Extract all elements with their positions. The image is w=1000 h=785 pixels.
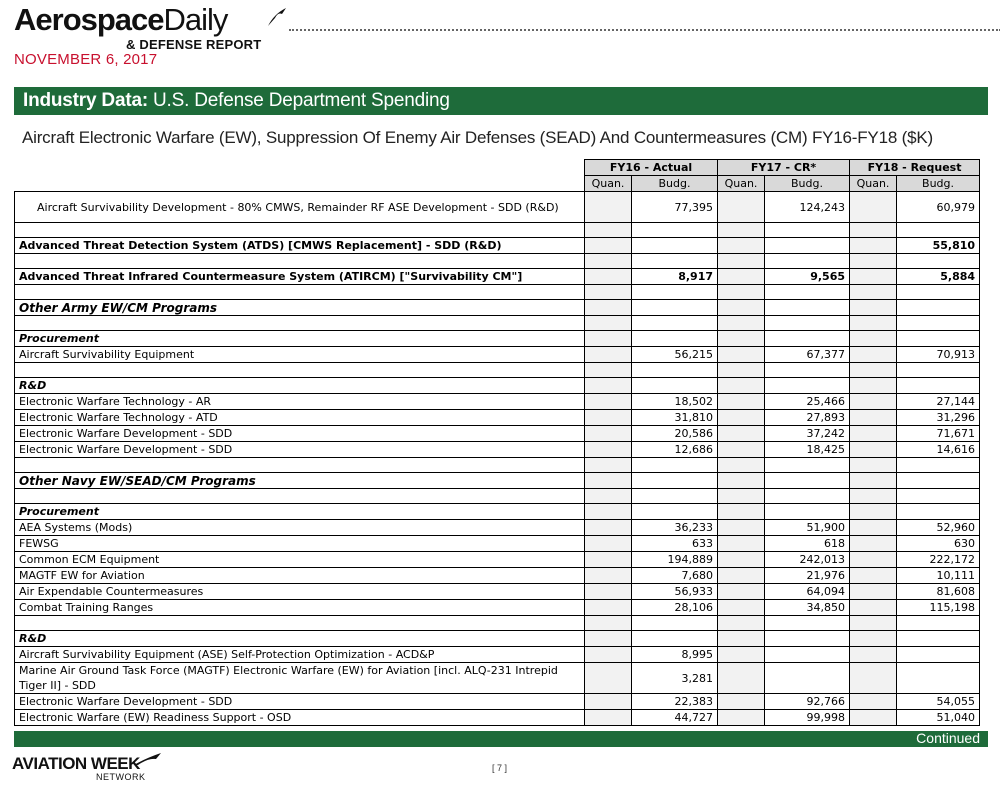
budget-cell: 12,686 <box>632 442 718 458</box>
row-label <box>15 254 585 269</box>
budget-cell <box>765 223 850 238</box>
brand-bold: Aerospace <box>14 2 164 37</box>
quantity-cell <box>718 394 765 410</box>
quantity-cell <box>850 300 897 316</box>
banner-title-bold: Industry Data: <box>23 90 148 111</box>
quantity-cell <box>718 285 765 300</box>
quantity-cell <box>718 378 765 394</box>
quantity-cell <box>585 363 632 378</box>
logo-swoosh-icon <box>266 6 288 28</box>
budget-cell: 56,933 <box>632 584 718 600</box>
quantity-cell <box>850 694 897 710</box>
table-row <box>15 347 980 363</box>
quantity-cell <box>585 378 632 394</box>
quantity-cell <box>850 616 897 631</box>
budget-cell <box>765 504 850 520</box>
table-row <box>15 410 980 426</box>
spending-table <box>14 159 980 726</box>
quantity-cell <box>850 504 897 520</box>
table-row <box>15 254 980 269</box>
quantity-cell <box>850 536 897 552</box>
table-row <box>15 489 980 504</box>
row-label: Electronic Warfare Development - SDD <box>15 426 585 442</box>
budget-cell: 3,281 <box>632 663 718 694</box>
budget-cell <box>897 331 980 347</box>
continued-label: Continued <box>916 730 980 746</box>
budget-cell <box>765 238 850 254</box>
budget-cell: 27,144 <box>897 394 980 410</box>
row-label <box>15 489 585 504</box>
subheader-budget: Budg. <box>632 176 718 192</box>
table-row <box>15 378 980 394</box>
table-row <box>15 223 980 238</box>
publication-logo <box>14 2 227 38</box>
budget-cell <box>632 489 718 504</box>
network-logo-swoosh-icon <box>134 752 162 766</box>
row-label: Common ECM Equipment <box>15 552 585 568</box>
budget-cell <box>897 458 980 473</box>
quantity-cell <box>585 504 632 520</box>
section-banner <box>14 87 988 115</box>
table-row <box>15 426 980 442</box>
quantity-cell <box>718 520 765 536</box>
quantity-cell <box>850 663 897 694</box>
budget-cell <box>765 254 850 269</box>
quantity-cell <box>850 238 897 254</box>
budget-cell: 99,998 <box>765 710 850 726</box>
row-label <box>15 616 585 631</box>
row-label: Aircraft Survivability Equipment <box>15 347 585 363</box>
budget-cell: 37,242 <box>765 426 850 442</box>
budget-cell <box>897 504 980 520</box>
budget-cell: 51,900 <box>765 520 850 536</box>
budget-cell: 51,040 <box>897 710 980 726</box>
quantity-cell <box>718 426 765 442</box>
budget-cell <box>765 647 850 663</box>
table-title: Aircraft Electronic Warfare (EW), Suppression Of Enemy Air Defenses (SEAD) And Countermeasures (CM) FY16-FY18 ($K) <box>22 128 933 147</box>
budget-cell: 8,995 <box>632 647 718 663</box>
row-label: Aircraft Survivability Equipment (ASE) Self-Protection Optimization - ACD&P <box>15 647 585 663</box>
budget-cell <box>632 223 718 238</box>
quantity-cell <box>585 473 632 489</box>
quantity-cell <box>850 410 897 426</box>
quantity-cell <box>850 458 897 473</box>
row-label: Advanced Threat Detection System (ATDS) [CMWS Replacement] - SDD (R&D) <box>15 238 585 254</box>
quantity-cell <box>718 616 765 631</box>
quantity-cell <box>585 536 632 552</box>
brand-thin: Daily <box>163 2 228 37</box>
table-row <box>15 504 980 520</box>
row-label: Marine Air Ground Task Force (MAGTF) Electronic Warfare (EW) for Aviation [incl. ALQ-231 Intrepid Tiger II] - SDD <box>15 663 585 694</box>
table-row <box>15 584 980 600</box>
budget-cell <box>765 285 850 300</box>
row-label: Air Expendable Countermeasures <box>15 584 585 600</box>
quantity-cell <box>585 442 632 458</box>
budget-cell: 115,198 <box>897 600 980 616</box>
table-row <box>15 663 980 694</box>
quantity-cell <box>585 552 632 568</box>
budget-cell: 5,884 <box>897 269 980 285</box>
budget-cell <box>897 663 980 694</box>
table-row <box>15 536 980 552</box>
quantity-cell <box>718 458 765 473</box>
quantity-cell <box>585 300 632 316</box>
budget-cell: 9,565 <box>765 269 850 285</box>
budget-cell <box>632 285 718 300</box>
budget-cell: 67,377 <box>765 347 850 363</box>
quantity-cell <box>718 410 765 426</box>
quantity-cell <box>718 568 765 584</box>
table-row <box>15 600 980 616</box>
budget-cell <box>632 378 718 394</box>
table-row <box>15 552 980 568</box>
budget-cell <box>765 616 850 631</box>
quantity-cell <box>585 238 632 254</box>
quantity-cell <box>718 363 765 378</box>
table-row <box>15 647 980 663</box>
table-row <box>15 269 980 285</box>
quantity-cell <box>850 600 897 616</box>
budget-cell: 60,979 <box>897 192 980 223</box>
row-label: Electronic Warfare Development - SDD <box>15 694 585 710</box>
budget-cell: 31,810 <box>632 410 718 426</box>
quantity-cell <box>718 663 765 694</box>
budget-cell: 25,466 <box>765 394 850 410</box>
quantity-cell <box>850 192 897 223</box>
quantity-cell <box>585 285 632 300</box>
table-row <box>15 710 980 726</box>
row-label: Electronic Warfare (EW) Readiness Support - OSD <box>15 710 585 726</box>
quantity-cell <box>718 331 765 347</box>
quantity-cell <box>585 223 632 238</box>
header-group-fy16: FY16 - Actual <box>585 160 718 176</box>
subheader-quantity: Quan. <box>585 176 632 192</box>
quantity-cell <box>585 647 632 663</box>
budget-cell: 21,976 <box>765 568 850 584</box>
issue-date: NOVEMBER 6, 2017 <box>14 51 158 68</box>
budget-cell <box>765 663 850 694</box>
budget-cell <box>897 473 980 489</box>
quantity-cell <box>585 316 632 331</box>
budget-cell: 52,960 <box>897 520 980 536</box>
budget-cell: 8,917 <box>632 269 718 285</box>
quantity-cell <box>585 694 632 710</box>
budget-cell <box>632 504 718 520</box>
budget-cell: 18,502 <box>632 394 718 410</box>
table-row <box>15 694 980 710</box>
row-label: Electronic Warfare Technology - AR <box>15 394 585 410</box>
table-row <box>15 616 980 631</box>
quantity-cell <box>718 316 765 331</box>
quantity-cell <box>850 442 897 458</box>
budget-cell <box>765 473 850 489</box>
quantity-cell <box>850 473 897 489</box>
budget-cell: 54,055 <box>897 694 980 710</box>
budget-cell: 7,680 <box>632 568 718 584</box>
budget-cell: 64,094 <box>765 584 850 600</box>
quantity-cell <box>718 710 765 726</box>
quantity-cell <box>850 489 897 504</box>
quantity-cell <box>718 473 765 489</box>
table-row <box>15 458 980 473</box>
quantity-cell <box>585 410 632 426</box>
budget-cell <box>632 363 718 378</box>
budget-cell <box>897 489 980 504</box>
budget-cell <box>897 616 980 631</box>
row-label: MAGTF EW for Aviation <box>15 568 585 584</box>
quantity-cell <box>850 710 897 726</box>
row-label <box>15 363 585 378</box>
budget-cell: 81,608 <box>897 584 980 600</box>
quantity-cell <box>850 378 897 394</box>
budget-cell <box>765 378 850 394</box>
quantity-cell <box>718 584 765 600</box>
budget-cell <box>897 254 980 269</box>
budget-cell: 14,616 <box>897 442 980 458</box>
dotted-divider <box>289 29 1000 31</box>
budget-cell <box>632 473 718 489</box>
quantity-cell <box>585 520 632 536</box>
row-label: Electronic Warfare Technology - ATD <box>15 410 585 426</box>
quantity-cell <box>718 254 765 269</box>
spending-table-container <box>14 159 988 731</box>
table-row <box>15 331 980 347</box>
table-row <box>15 394 980 410</box>
quantity-cell <box>585 584 632 600</box>
quantity-cell <box>718 300 765 316</box>
quantity-cell <box>585 394 632 410</box>
table-row <box>15 192 980 223</box>
quantity-cell <box>718 269 765 285</box>
quantity-cell <box>585 192 632 223</box>
budget-cell: 27,893 <box>765 410 850 426</box>
budget-cell: 18,425 <box>765 442 850 458</box>
continued-bar <box>14 731 988 747</box>
budget-cell: 71,671 <box>897 426 980 442</box>
quantity-cell <box>585 458 632 473</box>
quantity-cell <box>850 269 897 285</box>
row-label <box>15 285 585 300</box>
quantity-cell <box>585 568 632 584</box>
table-row <box>15 568 980 584</box>
budget-cell: 10,111 <box>897 568 980 584</box>
budget-cell: 55,810 <box>897 238 980 254</box>
budget-cell: 31,296 <box>897 410 980 426</box>
budget-cell: 194,889 <box>632 552 718 568</box>
budget-cell <box>765 300 850 316</box>
budget-cell: 56,215 <box>632 347 718 363</box>
quantity-cell <box>850 347 897 363</box>
budget-cell <box>765 363 850 378</box>
row-label <box>15 458 585 473</box>
budget-cell <box>897 285 980 300</box>
quantity-cell <box>585 631 632 647</box>
row-label: Electronic Warfare Development - SDD <box>15 442 585 458</box>
quantity-cell <box>850 584 897 600</box>
quantity-cell <box>850 223 897 238</box>
budget-cell <box>632 458 718 473</box>
quantity-cell <box>585 616 632 631</box>
publication-subtitle: & DEFENSE REPORT <box>126 37 262 52</box>
budget-cell <box>765 631 850 647</box>
banner-title-text: U.S. Defense Department Spending <box>147 90 450 111</box>
budget-cell: 22,383 <box>632 694 718 710</box>
quantity-cell <box>585 663 632 694</box>
budget-cell <box>632 238 718 254</box>
quantity-cell <box>850 285 897 300</box>
quantity-cell <box>850 394 897 410</box>
budget-cell <box>765 489 850 504</box>
row-label: Aircraft Survivability Development - 80% CMWS, Remainder RF ASE Development - SDD (R&D) <box>15 192 585 223</box>
budget-cell: 633 <box>632 536 718 552</box>
network-logo: AVIATION WEEK <box>12 754 140 773</box>
quantity-cell <box>718 489 765 504</box>
quantity-cell <box>850 520 897 536</box>
quantity-cell <box>585 600 632 616</box>
budget-cell <box>632 616 718 631</box>
budget-cell: 70,913 <box>897 347 980 363</box>
row-label: Advanced Threat Infrared Countermeasure System (ATIRCM) ["Survivability CM"] <box>15 269 585 285</box>
quantity-cell <box>850 631 897 647</box>
table-row <box>15 300 980 316</box>
quantity-cell <box>585 331 632 347</box>
quantity-cell <box>850 647 897 663</box>
quantity-cell <box>585 347 632 363</box>
subheader-quantity: Quan. <box>718 176 765 192</box>
budget-cell <box>897 316 980 331</box>
budget-cell <box>897 647 980 663</box>
budget-cell <box>765 331 850 347</box>
quantity-cell <box>718 192 765 223</box>
network-logo-subtitle: NETWORK <box>96 772 146 782</box>
budget-cell <box>765 316 850 331</box>
page-number: [ 7 ] <box>492 763 508 773</box>
row-label: R&D <box>15 631 585 647</box>
table-row <box>15 363 980 378</box>
quantity-cell <box>585 489 632 504</box>
table-row <box>15 316 980 331</box>
row-label: AEA Systems (Mods) <box>15 520 585 536</box>
budget-cell <box>897 363 980 378</box>
quantity-cell <box>850 254 897 269</box>
quantity-cell <box>718 631 765 647</box>
budget-cell: 618 <box>765 536 850 552</box>
row-label: Other Army EW/CM Programs <box>15 300 585 316</box>
subheader-budget: Budg. <box>897 176 980 192</box>
quantity-cell <box>718 552 765 568</box>
quantity-cell <box>585 426 632 442</box>
quantity-cell <box>718 600 765 616</box>
budget-cell <box>897 631 980 647</box>
budget-cell <box>632 631 718 647</box>
budget-cell: 124,243 <box>765 192 850 223</box>
budget-cell: 36,233 <box>632 520 718 536</box>
quantity-cell <box>585 254 632 269</box>
row-label <box>15 223 585 238</box>
quantity-cell <box>585 269 632 285</box>
row-label: R&D <box>15 378 585 394</box>
quantity-cell <box>850 316 897 331</box>
quantity-cell <box>718 442 765 458</box>
quantity-cell <box>850 568 897 584</box>
budget-cell <box>897 378 980 394</box>
subheader-budget: Budg. <box>765 176 850 192</box>
budget-cell <box>632 316 718 331</box>
quantity-cell <box>850 426 897 442</box>
budget-cell: 242,013 <box>765 552 850 568</box>
quantity-cell <box>850 363 897 378</box>
budget-cell: 28,106 <box>632 600 718 616</box>
budget-cell: 34,850 <box>765 600 850 616</box>
table-row <box>15 285 980 300</box>
quantity-cell <box>718 647 765 663</box>
budget-cell: 77,395 <box>632 192 718 223</box>
table-row <box>15 473 980 489</box>
masthead <box>14 2 994 72</box>
table-row <box>15 238 980 254</box>
quantity-cell <box>850 552 897 568</box>
budget-cell <box>632 254 718 269</box>
table-row <box>15 520 980 536</box>
row-label: Other Navy EW/SEAD/CM Programs <box>15 473 585 489</box>
budget-cell <box>632 331 718 347</box>
quantity-cell <box>718 347 765 363</box>
quantity-cell <box>718 536 765 552</box>
budget-cell <box>897 300 980 316</box>
row-label: Procurement <box>15 504 585 520</box>
row-label <box>15 316 585 331</box>
budget-cell: 222,172 <box>897 552 980 568</box>
budget-cell: 92,766 <box>765 694 850 710</box>
quantity-cell <box>585 710 632 726</box>
budget-cell: 44,727 <box>632 710 718 726</box>
quantity-cell <box>718 694 765 710</box>
row-label: Procurement <box>15 331 585 347</box>
budget-cell <box>765 458 850 473</box>
budget-cell <box>897 223 980 238</box>
quantity-cell <box>718 238 765 254</box>
budget-cell: 20,586 <box>632 426 718 442</box>
quantity-cell <box>718 504 765 520</box>
quantity-cell <box>718 223 765 238</box>
table-row <box>15 442 980 458</box>
table-row <box>15 631 980 647</box>
row-label: Combat Training Ranges <box>15 600 585 616</box>
budget-cell <box>632 300 718 316</box>
table-body <box>15 192 980 726</box>
banner-title <box>23 90 450 112</box>
budget-cell: 630 <box>897 536 980 552</box>
subheader-quantity: Quan. <box>850 176 897 192</box>
header-group-fy17: FY17 - CR* <box>718 160 850 176</box>
quantity-cell <box>850 331 897 347</box>
header-group-fy18: FY18 - Request <box>850 160 980 176</box>
row-label: FEWSG <box>15 536 585 552</box>
